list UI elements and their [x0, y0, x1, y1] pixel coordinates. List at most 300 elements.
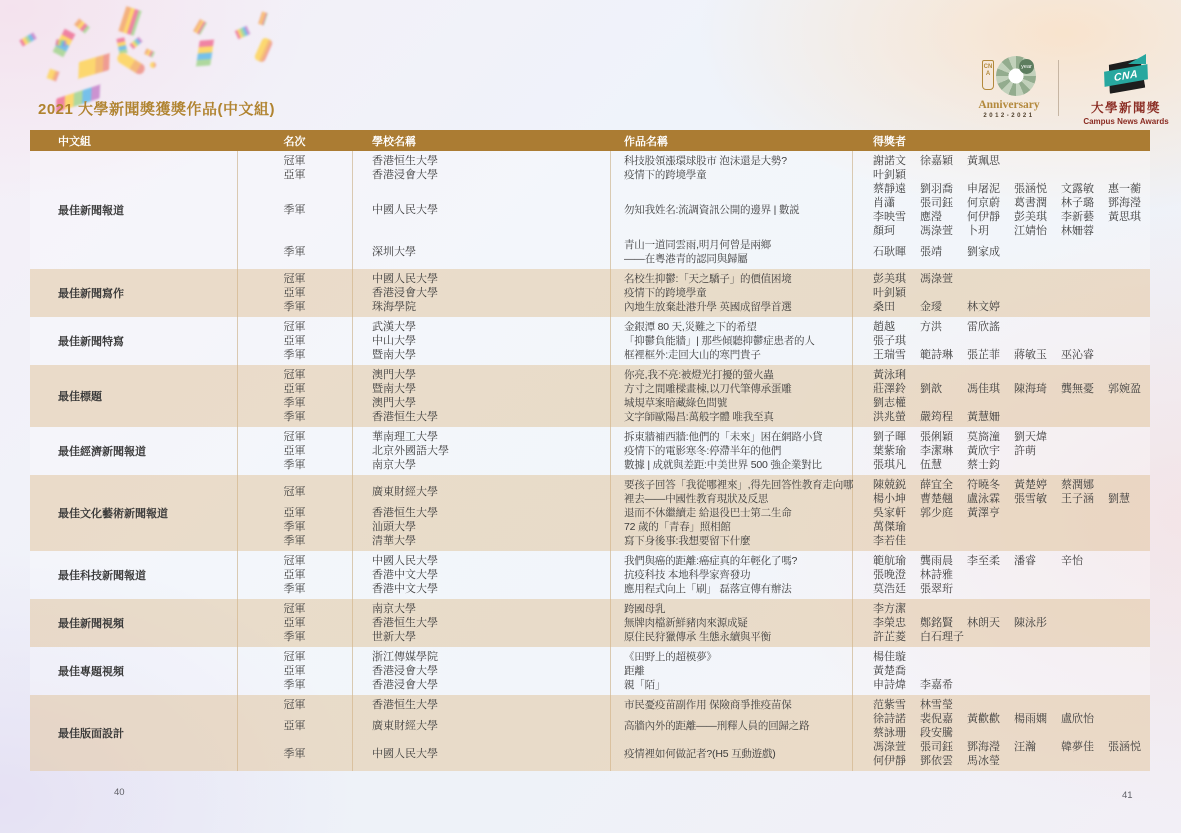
award-entry [237, 272, 1150, 286]
winner-name: 何伊靜 [967, 211, 1000, 223]
work-title-line: 要孩子回答「我從哪裡來」,得先回答性教育走向哪 [624, 479, 854, 491]
award-category [30, 599, 1150, 647]
school-cell: 南京大學 [372, 459, 416, 471]
rank-cell: 亞軍 [283, 507, 306, 519]
winners-cell [852, 582, 1150, 596]
winners-line [873, 492, 1155, 506]
work-title-cell [610, 430, 852, 444]
winners-line [873, 458, 1150, 472]
winner-name: 許萌 [1014, 445, 1036, 457]
school-cell: 香港浸會大學 [372, 665, 438, 677]
winners-cell [852, 650, 1150, 664]
winners-line [873, 602, 1150, 616]
award-entry [237, 630, 1150, 644]
category-entries [237, 154, 1155, 266]
rank-cell: 亞軍 [283, 287, 306, 299]
category-label: 最佳標題 [58, 391, 102, 403]
award-entry [237, 568, 1150, 582]
confetti-piece [47, 69, 60, 82]
winners-line [873, 568, 1150, 582]
work-title-cell [610, 568, 852, 582]
category-label: 最佳經濟新聞報道 [58, 446, 146, 458]
school-cell: 中山大學 [372, 335, 416, 347]
winner-name: 盧欣怡 [1061, 713, 1094, 725]
school-cell: 華南理工大學 [372, 431, 438, 443]
confetti-piece [19, 32, 36, 46]
anniversary-label: Anniversary [978, 99, 1040, 111]
work-title-line: 距離 [624, 665, 645, 677]
winner-name: 林姍蓉 [1061, 225, 1094, 237]
rank-cell: 季軍 [283, 631, 306, 643]
rank-cell: 季軍 [283, 349, 306, 361]
header-school: 學校名稱 [372, 135, 416, 148]
award-category [30, 647, 1150, 695]
school-cell: 香港浸會大學 [372, 287, 438, 299]
winners-line [873, 740, 1155, 754]
work-title-cell [610, 602, 852, 616]
header-winners: 得獎者 [873, 135, 906, 148]
category-entries [237, 698, 1155, 768]
winners-cell [852, 410, 1155, 424]
winners-cell [852, 430, 1150, 444]
winner-name: 黃泳琍 [873, 369, 906, 381]
winners-cell [852, 444, 1150, 458]
winner-name: 萬傑瑜 [873, 521, 906, 533]
winners-line [873, 168, 1155, 182]
category-entries [237, 478, 1155, 548]
rank-cell: 冠軍 [283, 651, 306, 663]
work-title-line: 《田野上的超模夢》 [624, 651, 717, 663]
confetti-piece [118, 6, 141, 36]
winner-name: 劉子暉 [873, 431, 906, 443]
winner-name: 江婧怡 [1014, 225, 1047, 237]
winners-line [873, 650, 1150, 664]
category-label: 最佳科技新聞報道 [58, 570, 146, 582]
work-title-cell [610, 458, 852, 472]
winners-line [873, 286, 1150, 300]
work-title-cell [610, 238, 852, 266]
work-title-cell [610, 382, 852, 396]
work-title-cell [610, 616, 852, 630]
category-label: 最佳專題視頻 [58, 666, 124, 678]
winner-name: 彭美琪 [1014, 211, 1047, 223]
rank-cell: 冠軍 [283, 699, 306, 711]
award-entry [237, 554, 1150, 568]
award-category [30, 475, 1150, 551]
category-entries [237, 650, 1150, 692]
work-title-cell [610, 348, 852, 362]
winner-name: 李映雪 [873, 211, 906, 223]
rank-cell: 冠軍 [283, 603, 306, 615]
category-label: 最佳新聞報道 [58, 205, 124, 217]
winner-name: 張俐穎 [920, 431, 953, 443]
winners-line [873, 554, 1150, 568]
work-title-line: 無牌肉檔新鮮豬肉來源成疑 [624, 617, 748, 629]
winner-name: 洪兆螢 [873, 411, 906, 423]
winner-name: 黃珮思 [967, 155, 1000, 167]
school-cell: 暨南大學 [372, 383, 416, 395]
winner-name: 陳泳彤 [1014, 617, 1047, 629]
winners-cell [852, 616, 1150, 630]
winner-name: 張靖 [920, 246, 942, 258]
winner-name: 李至柔 [967, 555, 1000, 567]
category-entries [237, 554, 1150, 596]
winner-name: 黃思琪 [1108, 211, 1141, 223]
winner-name: 黃楚喬 [873, 665, 906, 677]
winner-name: 黃欣宇 [967, 445, 1000, 457]
winner-name: 蔡靜遠 [873, 183, 906, 195]
work-title-line: 方寸之間雕樑畫棟,以刀代筆傳承蛋雕 [624, 383, 792, 395]
header-work: 作品名稱 [624, 135, 668, 148]
winner-name: 桑田 [873, 301, 895, 313]
winner-name: 肖瀟 [873, 197, 895, 209]
confetti-piece [254, 37, 274, 63]
work-title-line: 拆東牆補西牆:他們的「未來」困在網路小貸 [624, 431, 823, 443]
rank-cell: 冠軍 [283, 555, 306, 567]
winner-name: 黃楚婷 [1014, 479, 1047, 491]
winner-name: 叶釗穎 [873, 287, 906, 299]
winners-line [873, 630, 1150, 644]
work-title-line: 我們與癌的距離:癌症真的年輕化了嗎? [624, 555, 798, 567]
winners-cell [852, 478, 1155, 506]
winners-line [873, 272, 1150, 286]
winners-cell [852, 300, 1150, 314]
confetti-piece [129, 37, 142, 49]
work-title-line: 青山一道同雲雨,明月何曾是兩鄉 [624, 239, 771, 251]
winner-name: 郭少庭 [920, 507, 953, 519]
winner-name: 張翠珩 [920, 583, 953, 595]
winner-name: 馮淥萱 [920, 225, 953, 237]
work-title-line: 疫情裡如何做記者?(H5 互動遊戲) [624, 748, 776, 760]
winner-name: 林文婷 [967, 301, 1000, 313]
page-number-right: 41 [1122, 790, 1133, 801]
school-cell: 廣東財經大學 [372, 486, 438, 498]
winner-name: 趙越 [873, 321, 895, 333]
category-label: 最佳新聞視頻 [58, 618, 124, 630]
winner-name: 黃澤亨 [967, 507, 1000, 519]
category-entries [237, 272, 1150, 314]
winner-name: 王瑞雪 [873, 349, 906, 361]
rank-cell: 季軍 [283, 204, 306, 216]
rank-cell: 季軍 [283, 535, 306, 547]
work-title-line: 文字師歐陽昌:萬般字體 唯我至真 [624, 411, 774, 423]
winner-name: 張司鈺 [920, 197, 953, 209]
work-title-line: 市民憂疫苗副作用 保險商爭推疫苗保 [624, 699, 792, 711]
award-entry [237, 506, 1155, 520]
school-cell: 澳門大學 [372, 397, 416, 409]
rank-cell: 季軍 [283, 411, 306, 423]
work-title-line: 疫情下的電影寒冬:停滯半年的他們 [624, 445, 782, 457]
winners-cell [852, 272, 1150, 286]
winner-name: 楊佳璇 [873, 651, 906, 663]
winners-line [873, 382, 1155, 396]
work-title-cell [610, 719, 852, 733]
winner-name: 彭美琪 [873, 273, 906, 285]
work-title-line: 72 歲的「青春」照相館 [624, 521, 731, 533]
winner-name: 鄧依雲 [920, 755, 953, 767]
award-entry [237, 478, 1155, 506]
anniversary-years: 2012-2021 [983, 113, 1035, 119]
work-title-cell [610, 747, 852, 761]
category-entries [237, 320, 1150, 362]
winner-name: 莊澤鈴 [873, 383, 906, 395]
winner-name: 許芷菱 [873, 631, 906, 643]
cna-abbr-text: CNA [1113, 67, 1139, 84]
winner-name: 段安騰 [920, 727, 953, 739]
confetti-piece [115, 51, 146, 76]
work-title-line: 框裡框外:走回大山的寒門貴子 [624, 349, 761, 361]
award-entry [237, 698, 1155, 712]
winners-line [873, 678, 1150, 692]
winners-cell [852, 698, 1155, 712]
winner-name: 雷欣謠 [967, 321, 1000, 333]
awards-table [30, 130, 1150, 771]
winner-name: 潘睿 [1014, 555, 1036, 567]
winner-name: 文露敏 [1061, 183, 1094, 195]
award-entry [237, 582, 1150, 596]
work-title-cell [610, 534, 852, 548]
winner-name: 張子琪 [873, 335, 906, 347]
winners-line [873, 300, 1150, 314]
winner-name: 李潔琳 [920, 445, 953, 457]
rank-cell: 亞軍 [283, 665, 306, 677]
award-entry [237, 286, 1150, 300]
work-title-line: ——在粵港青的認同與歸屬 [624, 253, 748, 265]
winners-cell [852, 286, 1150, 300]
winner-name: 何京蔚 [967, 197, 1000, 209]
winners-cell [852, 334, 1150, 348]
winner-name: 龔無憂 [1061, 383, 1094, 395]
winners-cell [852, 348, 1150, 362]
winner-name: 謝諾文 [873, 155, 906, 167]
winners-line [873, 726, 1155, 740]
rank-cell: 亞軍 [283, 169, 306, 181]
winner-name: 張琪凡 [873, 459, 906, 471]
award-category [30, 695, 1150, 771]
award-entry [237, 238, 1155, 266]
award-category [30, 269, 1150, 317]
winner-name: 郭婉盈 [1108, 383, 1141, 395]
school-cell: 中國人民大學 [372, 273, 438, 285]
work-title-line: 退而不休繼續走 給退役巴士第二生命 [624, 507, 792, 519]
winners-cell [852, 320, 1150, 334]
winner-name: 李榮忠 [873, 617, 906, 629]
work-title-line: 疫情下的跨境學童 [624, 169, 707, 181]
work-title-line: 「抑鬱負能牆」| 那些傾聽抑鬱症患者的人 [624, 335, 815, 347]
school-cell: 世新大學 [372, 631, 416, 643]
rank-cell: 冠軍 [283, 369, 306, 381]
winner-name: 申屠泥 [967, 183, 1000, 195]
winner-name: 李嘉希 [920, 679, 953, 691]
school-cell: 香港恒生大學 [372, 617, 438, 629]
work-title-cell [610, 444, 852, 458]
winner-name: 黃歡歡 [967, 713, 1000, 725]
winners-line [873, 616, 1150, 630]
winners-cell [852, 368, 1155, 382]
winners-line [873, 410, 1155, 424]
school-cell: 香港恒生大學 [372, 155, 438, 167]
award-entry [237, 368, 1155, 382]
winners-cell [852, 602, 1150, 616]
work-title-cell [610, 630, 852, 644]
page-number-left: 40 [114, 787, 125, 798]
school-cell: 香港恒生大學 [372, 699, 438, 711]
winners-cell [852, 382, 1155, 396]
anniversary-logo-icons [963, 56, 1055, 96]
work-title-cell [610, 478, 852, 506]
school-cell: 中國人民大學 [372, 748, 438, 760]
winner-name: 吳家軒 [873, 507, 906, 519]
winners-line [873, 396, 1155, 410]
winners-line [873, 506, 1155, 520]
category-label: 最佳版面設計 [58, 728, 124, 740]
winner-name: 汪瀚 [1014, 741, 1036, 753]
winners-line [873, 712, 1155, 726]
school-cell: 香港浸會大學 [372, 679, 438, 691]
winners-cell [852, 664, 1150, 678]
award-category [30, 427, 1150, 475]
award-entry [237, 616, 1150, 630]
winner-name: 應瀅 [920, 211, 942, 223]
winners-line [873, 444, 1150, 458]
winners-cell [852, 740, 1155, 768]
award-entry [237, 712, 1155, 740]
work-title-line: 應用程式向上「刷」 磊落宣傳有辦法 [624, 583, 792, 595]
school-cell: 澳門大學 [372, 369, 416, 381]
winners-cell [852, 630, 1150, 644]
winners-cell [852, 245, 1155, 259]
winners-cell [852, 458, 1150, 472]
winner-name: 顏珂 [873, 225, 895, 237]
winner-name: 馮淥萱 [920, 273, 953, 285]
category-label: 最佳新聞寫作 [58, 288, 124, 300]
winner-name: 陳海琦 [1014, 383, 1047, 395]
header-rank: 名次 [283, 135, 306, 148]
winners-line [873, 698, 1155, 712]
cna-book-icon [1102, 54, 1150, 96]
winners-cell [852, 168, 1155, 182]
award-entry [237, 740, 1155, 768]
winner-name: 薛宜全 [920, 479, 953, 491]
winner-name: 范紫雪 [873, 699, 906, 711]
rank-cell: 冠軍 [283, 155, 306, 167]
category-label: 最佳新聞特寫 [58, 336, 124, 348]
school-cell: 清華大學 [372, 535, 416, 547]
winner-name: 龔雨晨 [920, 555, 953, 567]
winner-name: 張涵悦 [1014, 183, 1047, 195]
category-label: 最佳文化藝術新聞報道 [58, 508, 168, 520]
work-title-line: 裡去——中國性教育現狀及反思 [624, 493, 769, 505]
award-entry [237, 348, 1150, 362]
rank-cell: 季軍 [283, 679, 306, 691]
campus-news-awards-logo [1074, 54, 1178, 126]
confetti-piece [78, 53, 109, 79]
award-entry [237, 168, 1155, 182]
rank-cell: 冠軍 [283, 486, 306, 498]
rank-cell: 冠軍 [283, 321, 306, 333]
work-title-cell [610, 396, 852, 410]
winner-name: 張涵悦 [1108, 741, 1141, 753]
rank-cell: 冠軍 [283, 431, 306, 443]
winner-name: 嚴筠程 [920, 411, 953, 423]
winner-name: 莫浩廷 [873, 583, 906, 595]
work-title-line: 數據 | 成就與差距:中美世界 500 強企業對比 [624, 459, 822, 471]
winner-name: 叶釗穎 [873, 169, 906, 181]
school-cell: 暨南大學 [372, 349, 416, 361]
winner-name: 鄭銘賢 [920, 617, 953, 629]
winners-cell [852, 154, 1155, 168]
award-entry [237, 650, 1150, 664]
winner-name: 張雪敏 [1014, 493, 1047, 505]
work-title-line: 你亮,我不亮:被燈光打擾的螢火蟲 [624, 369, 774, 381]
work-title-cell [610, 203, 852, 217]
school-cell: 廣東財經大學 [372, 720, 438, 732]
school-cell: 香港恒生大學 [372, 411, 438, 423]
award-category [30, 365, 1150, 427]
award-entry [237, 300, 1150, 314]
winners-line [873, 182, 1155, 196]
award-entry [237, 430, 1150, 444]
pencil-cna-text: CNA [983, 64, 993, 77]
work-title-cell [610, 154, 852, 168]
category-entries [237, 602, 1150, 644]
winner-name: 馬冰瑩 [967, 755, 1000, 767]
winner-name: 申詩煒 [873, 679, 906, 691]
winner-name: 白石理子 [920, 631, 964, 643]
winner-name: 方洪 [920, 321, 942, 333]
winner-name: 範航瑜 [873, 555, 906, 567]
confetti-piece [193, 19, 207, 35]
winner-name: 惠一蘅 [1108, 183, 1141, 195]
winner-name: 劉歆 [920, 383, 942, 395]
winner-name: 劉慧 [1108, 493, 1130, 505]
winner-name: 王子涵 [1061, 493, 1094, 505]
winner-name: 辛怡 [1061, 555, 1083, 567]
cna-pencil-icon [982, 60, 994, 90]
award-entry [237, 182, 1155, 238]
winners-cell [852, 520, 1155, 534]
aperture-swirl-icon [996, 56, 1036, 96]
cna-name-zh: 大學新聞獎 [1090, 101, 1161, 115]
winner-name: 徐詩諾 [873, 713, 906, 725]
school-cell: 香港中文大學 [372, 583, 438, 595]
work-title-cell [610, 582, 852, 596]
work-title-cell [610, 664, 852, 678]
winner-name: 李若佳 [873, 535, 906, 547]
work-title-line: 原住民狩獵傳承 生態永續與平衡 [624, 631, 771, 643]
award-entry [237, 520, 1155, 534]
winners-cell [852, 506, 1155, 520]
school-cell: 南京大學 [372, 603, 416, 615]
award-entry [237, 396, 1155, 410]
winners-line [873, 196, 1155, 210]
winner-name: 蔡士鈞 [967, 459, 1000, 471]
winner-name: 金璦 [920, 301, 942, 313]
winner-name: 張芷菲 [967, 349, 1000, 361]
winner-name: 伍慧 [920, 459, 942, 471]
work-title-line: 城規草案暗藏綠色問號 [624, 397, 727, 409]
winner-name: 劉羽喬 [920, 183, 953, 195]
header-group: 中文組 [58, 135, 91, 148]
confetti-piece [144, 48, 155, 57]
work-title-cell [610, 698, 852, 712]
award-entry [237, 410, 1155, 424]
award-entry [237, 664, 1150, 678]
school-cell: 中國人民大學 [372, 555, 438, 567]
rank-cell: 冠軍 [283, 273, 306, 285]
work-title-cell [610, 506, 852, 520]
winners-line [873, 664, 1150, 678]
